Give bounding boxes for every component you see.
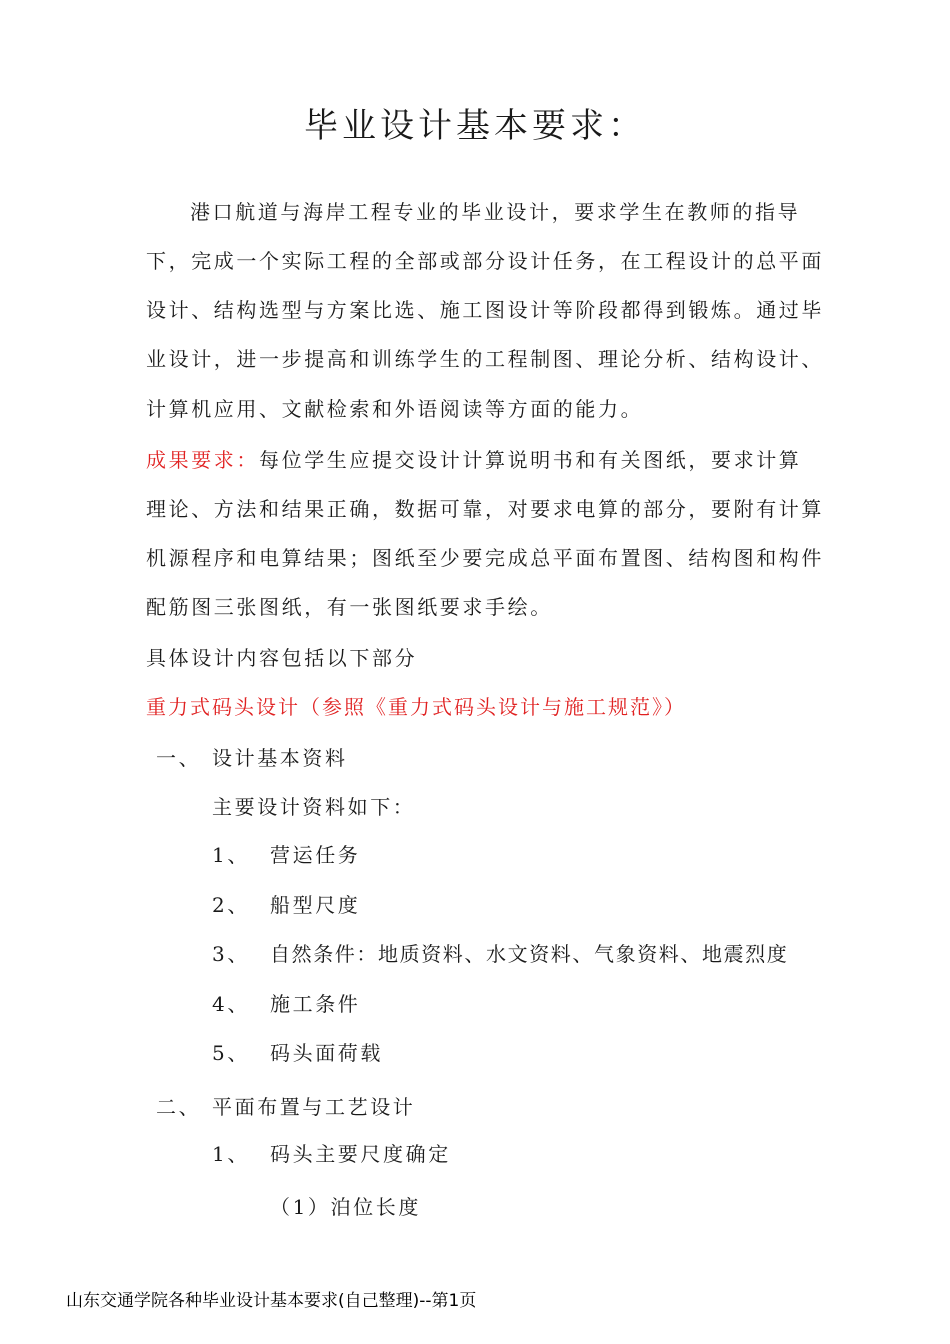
list-number: 1、 [212, 1142, 250, 1166]
results-text: 每位学生应提交设计计算说明书和有关图纸，要求计算 [259, 448, 802, 472]
list-item: 码头面荷载 [270, 1041, 383, 1065]
sub-item: （1）泊位长度 [270, 1195, 421, 1219]
list-item: 施工条件 [270, 992, 361, 1016]
intro-line: 下，完成一个实际工程的全部或部分设计任务，在工程设计的总平面 [146, 249, 824, 273]
intro-line: 港口航道与海岸工程专业的毕业设计，要求学生在教师的指导 [190, 200, 801, 224]
results-label: 成果要求： [146, 448, 259, 472]
intro-line: 设计、结构选型与方案比选、施工图设计等阶段都得到锻炼。通过毕 [146, 298, 824, 322]
results-line: 机源程序和电算结果；图纸至少要完成总平面布置图、结构图和构件 [146, 546, 824, 570]
list-number: 4、 [212, 992, 250, 1016]
intro-line: 计算机应用、文献检索和外语阅读等方面的能力。 [146, 397, 644, 421]
list-number: 2、 [212, 893, 250, 917]
results-first-line [146, 446, 801, 474]
list-item: 船型尺度 [270, 893, 361, 917]
list-item: 营运任务 [270, 843, 361, 867]
section-subtitle: 主要设计资料如下： [212, 795, 416, 819]
list-item: 自然条件：地质资料、水文资料、气象资料、地震烈度 [270, 942, 789, 966]
section-title: 设计基本资料 [212, 746, 348, 770]
content-intro: 具体设计内容包括以下部分 [146, 646, 418, 670]
section-number: 二、 [156, 1095, 202, 1119]
list-number: 1、 [212, 843, 250, 867]
page-title: 毕业设计基本要求： [304, 106, 646, 146]
list-item: 码头主要尺度确定 [270, 1142, 451, 1166]
section-number: 一、 [156, 746, 202, 770]
results-line: 理论、方法和结果正确，数据可靠，对要求电算的部分，要附有计算 [146, 497, 824, 521]
section-title: 平面布置与工艺设计 [212, 1095, 416, 1119]
list-number: 3、 [212, 942, 250, 966]
results-line: 配筋图三张图纸，有一张图纸要求手绘。 [146, 595, 553, 619]
list-number: 5、 [212, 1041, 250, 1065]
red-heading: 重力式码头设计（参照《重力式码头设计与施工规范》） [146, 695, 686, 719]
page-footer: 山东交通学院各种毕业设计基本要求(自己整理)--第1页 [66, 1291, 477, 1311]
intro-line: 业设计，进一步提高和训练学生的工程制图、理论分析、结构设计、 [146, 347, 824, 371]
